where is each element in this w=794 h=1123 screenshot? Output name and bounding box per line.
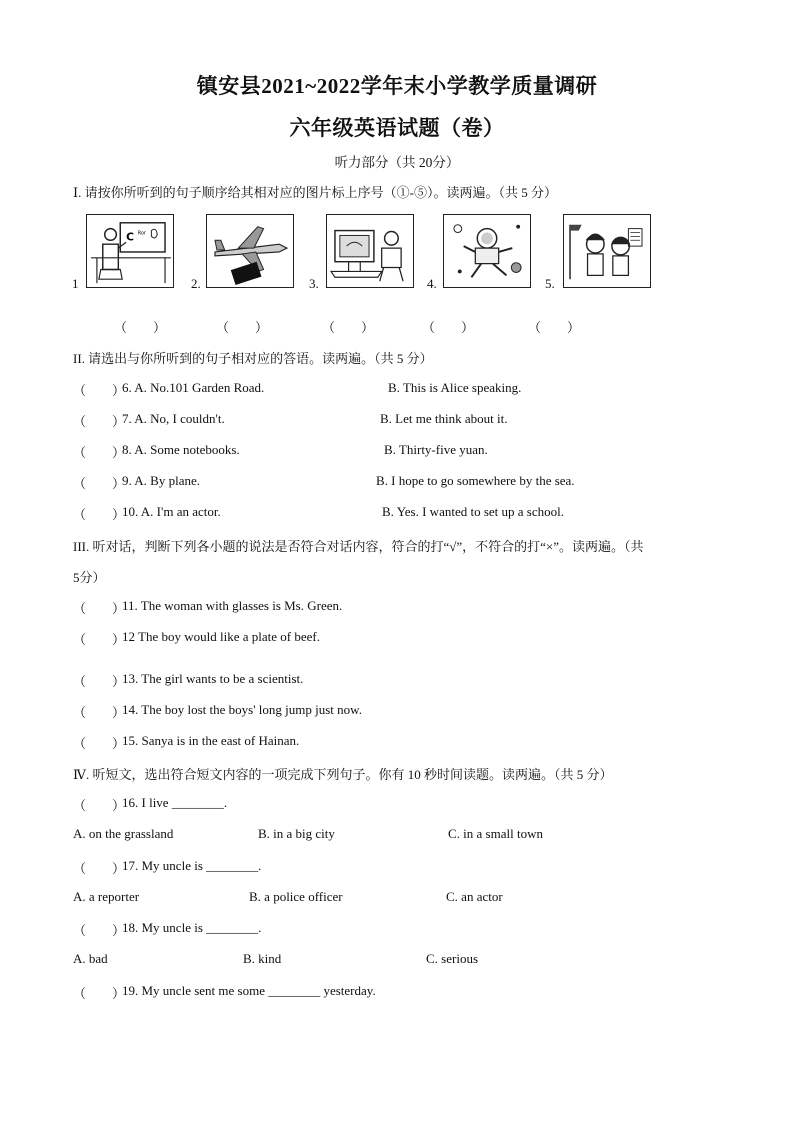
picture-box [206, 214, 294, 288]
picture-number: 4. [427, 276, 437, 291]
statement: 14. The boy lost the boys' long jump just now. [122, 702, 362, 717]
option-a: A. bad [73, 951, 108, 966]
picture-number: 5. [545, 276, 555, 291]
option-c: C. serious [426, 951, 478, 966]
answer-paren[interactable]: （ ） [73, 736, 126, 751]
answer-paren[interactable]: （ ） [322, 320, 375, 335]
question: 16. I live ________. [122, 795, 228, 810]
option-a: 9. A. By plane. [122, 473, 200, 488]
teacher-board-icon [87, 215, 173, 287]
svg-text:Ror: Ror [137, 230, 146, 237]
answer-paren[interactable]: （ ） [73, 798, 126, 813]
picture-number: 2. [191, 276, 201, 291]
page-title: 镇安县2021~2022学年末小学教学质量调研 [196, 74, 598, 98]
option-b: B. in a big city [258, 826, 335, 841]
section-heading: 听力部分（共 20分） [334, 155, 460, 170]
answer-paren[interactable]: （ ） [73, 923, 126, 938]
option-a: 6. A. No.101 Garden Road. [122, 380, 265, 395]
picture-box [443, 214, 531, 288]
option-c: C. an actor [446, 889, 503, 904]
part3-instruction-cont: 5分） [73, 570, 106, 585]
answer-paren[interactable]: （ ） [73, 986, 126, 1001]
option-b: B. Let me think about it. [380, 411, 508, 426]
picture-box [326, 214, 414, 288]
answer-paren[interactable]: （ ） [114, 320, 167, 335]
statement: 13. The girl wants to be a scientist. [122, 671, 304, 686]
part2-instruction: II. 请选出与你所听到的句子相对应的答语。读两遍。（共 5 分） [73, 351, 433, 366]
option-a: A. a reporter [73, 889, 140, 904]
option-b: B. a police officer [249, 889, 343, 904]
answer-paren[interactable]: （ ） [73, 445, 126, 460]
children-flag-icon [564, 215, 650, 287]
astronaut-icon [444, 215, 530, 287]
picture-number: 3. [309, 276, 319, 291]
page-subtitle: 六年级英语试题（卷） [289, 116, 505, 140]
answer-paren[interactable]: （ ） [73, 674, 126, 689]
answer-paren[interactable]: （ ） [528, 320, 581, 335]
part1-instruction: Ⅰ. 请按你所听到的句子顺序给其相对应的图片标上序号（①-⑤）。读两遍。（共 5 分） [73, 185, 557, 200]
answer-paren[interactable]: （ ） [422, 320, 475, 335]
part3-instruction: III. 听对话，判断下列各小题的说法是否符合对话内容，符合的打“√”，不符合的打“×”。读两遍。（共 [73, 539, 644, 554]
answer-paren[interactable]: （ ） [216, 320, 269, 335]
statement: 11. The woman with glasses is Ms. Green. [122, 598, 343, 613]
option-a: 7. A. No, I couldn't. [122, 411, 225, 426]
answer-paren[interactable]: （ ） [73, 414, 126, 429]
airplane-icon [207, 215, 293, 287]
part4-instruction: Ⅳ. 听短文，选出符合短文内容的一项完成下列句子。你有 10 秒时间读题。读两遍。（共 5 分） [73, 767, 613, 782]
answer-paren[interactable]: （ ） [73, 632, 126, 647]
answer-paren[interactable]: （ ） [73, 601, 126, 616]
option-c: C. in a small town [448, 826, 543, 841]
option-a: A. on the grassland [73, 826, 174, 841]
option-b: B. Yes. I wanted to set up a school. [382, 504, 564, 519]
computer-boy-icon [327, 215, 413, 287]
option-b: B. Thirty-five yuan. [384, 442, 488, 457]
option-b: B. This is Alice speaking. [388, 380, 522, 395]
question: 19. My uncle sent me some ________ yesterday. [122, 983, 376, 998]
picture-box [86, 214, 174, 288]
answer-paren[interactable]: （ ） [73, 705, 126, 720]
statement: 15. Sanya is in the east of Hainan. [122, 733, 300, 748]
picture-number: 1 [72, 276, 79, 291]
answer-paren[interactable]: （ ） [73, 507, 126, 522]
answer-paren[interactable]: （ ） [73, 383, 126, 398]
question: 18. My uncle is ________. [122, 920, 262, 935]
svg-text:C: C [126, 230, 134, 244]
option-a: 10. A. I'm an actor. [122, 504, 221, 519]
answer-paren[interactable]: （ ） [73, 476, 126, 491]
option-b: B. kind [243, 951, 282, 966]
question: 17. My uncle is ________. [122, 858, 262, 873]
option-b: B. I hope to go somewhere by the sea. [376, 473, 575, 488]
option-a: 8. A. Some notebooks. [122, 442, 240, 457]
answer-paren[interactable]: （ ） [73, 861, 126, 876]
statement: 12 The boy would like a plate of beef. [122, 629, 320, 644]
picture-box [563, 214, 651, 288]
